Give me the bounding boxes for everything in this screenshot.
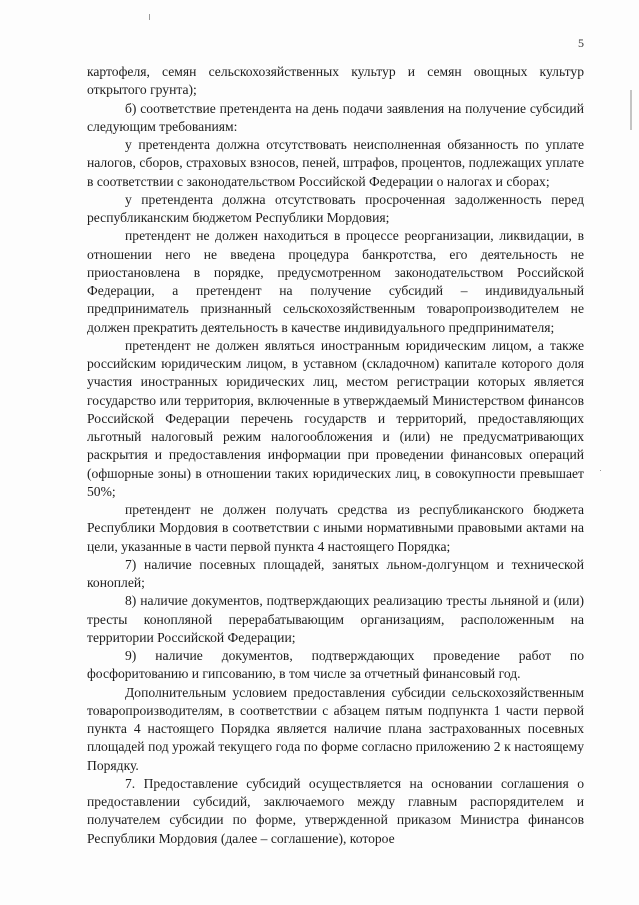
page-number: 5 <box>578 36 584 50</box>
paragraph-requirement-foreign: претендент не должен являться иностранным юридическим лицом, а также российским юридическим лицом, в уставном (складочном) капитале которого доля участия иностранных юридических лиц, местом регистрации которых является государство или территория, включенные в утверждаемый Министерством финансов Российской Федерации перечень государств и территорий, предоставляющих льготный налоговый режим налогообложения и (или) не предусматривающих раскрытия и предоставления информации при проведении финансовых операций (офшорные зоны) в отношении таких юридических лиц, в совокупности превышает 50%; <box>87 337 584 499</box>
paragraph-additional-condition: Дополнительным условием предоставления субсидии сельскохозяйственным товаропроизводителям, в соответствии с абзацем пятым подпункта 1 части первой пункта 4 настоящего Порядка является наличие плана застрахованных посевных площадей под урожай текущего года по форме согласно приложению 2 к настоящему Порядку. <box>87 684 584 773</box>
paragraph-requirement-debt: у претендента должна отсутствовать просроченная задолженность перед республиканским бюджетом Республики Мордовия; <box>87 191 584 225</box>
paragraph-continuation: картофеля, семян сельскохозяйственных культур и семян овощных культур открытого грунта); <box>87 64 584 98</box>
paragraph-requirement-reorganization: претендент не должен находиться в процессе реорганизации, ликвидации, в отношении него не введена процедура банкротства, его деятельность не приостановлена в порядке, предусмотренном законодательством Российской Федерации, а претендент на получение субсидий – индивидуальный предприниматель признанный сельскохозяйственным товаропроизводителем не должен прекратить деятельность в качестве индивидуального предпринимателя; <box>87 228 584 335</box>
paragraph-requirement-other-funds: претендент не должен получать средства из республиканского бюджета Республики Мордовия в соответствии с иными нормативными правовыми актами на цели, указанные в части первой пункта 4 настоящего Порядка; <box>87 502 584 554</box>
scan-artifact <box>630 90 632 130</box>
document-body <box>87 63 584 848</box>
paragraph-requirement-taxes: у претендента должна отсутствовать неисполненная обязанность по уплате налогов, сборов, страховых взносов, пеней, штрафов, процентов, подлежащих уплате в соответствии с законодательством Российской Федерации о налогах и сборах; <box>87 137 584 189</box>
scan-artifact <box>600 470 601 471</box>
paragraph-item-7: 7) наличие посевных площадей, занятых льном-долгунцом и технической коноплей; <box>87 556 584 590</box>
paragraph-item-9: 9) наличие документов, подтверждающих проведение работ по фосфоритованию и гипсованию, в том числе за отчетный финансовый год. <box>87 648 584 682</box>
paragraph-section-7: 7. Предоставление субсидий осуществляется на основании соглашения о предоставлении субсидий, заключаемого между главным распорядителем и получателем субсидии по форме, утвержденной приказом Министра финансов Республики Мордовия (далее – соглашение), которое <box>87 775 584 846</box>
paragraph-item-6: б) соответствие претендента на день подачи заявления на получение субсидий следующим требованиям: <box>87 100 584 134</box>
paragraph-item-8: 8) наличие документов, подтверждающих реализацию тресты льняной и (или) тресты конопляной перерабатывающим организациям, расположенным на территории Российской Федерации; <box>87 593 584 645</box>
scan-artifact <box>149 14 150 20</box>
